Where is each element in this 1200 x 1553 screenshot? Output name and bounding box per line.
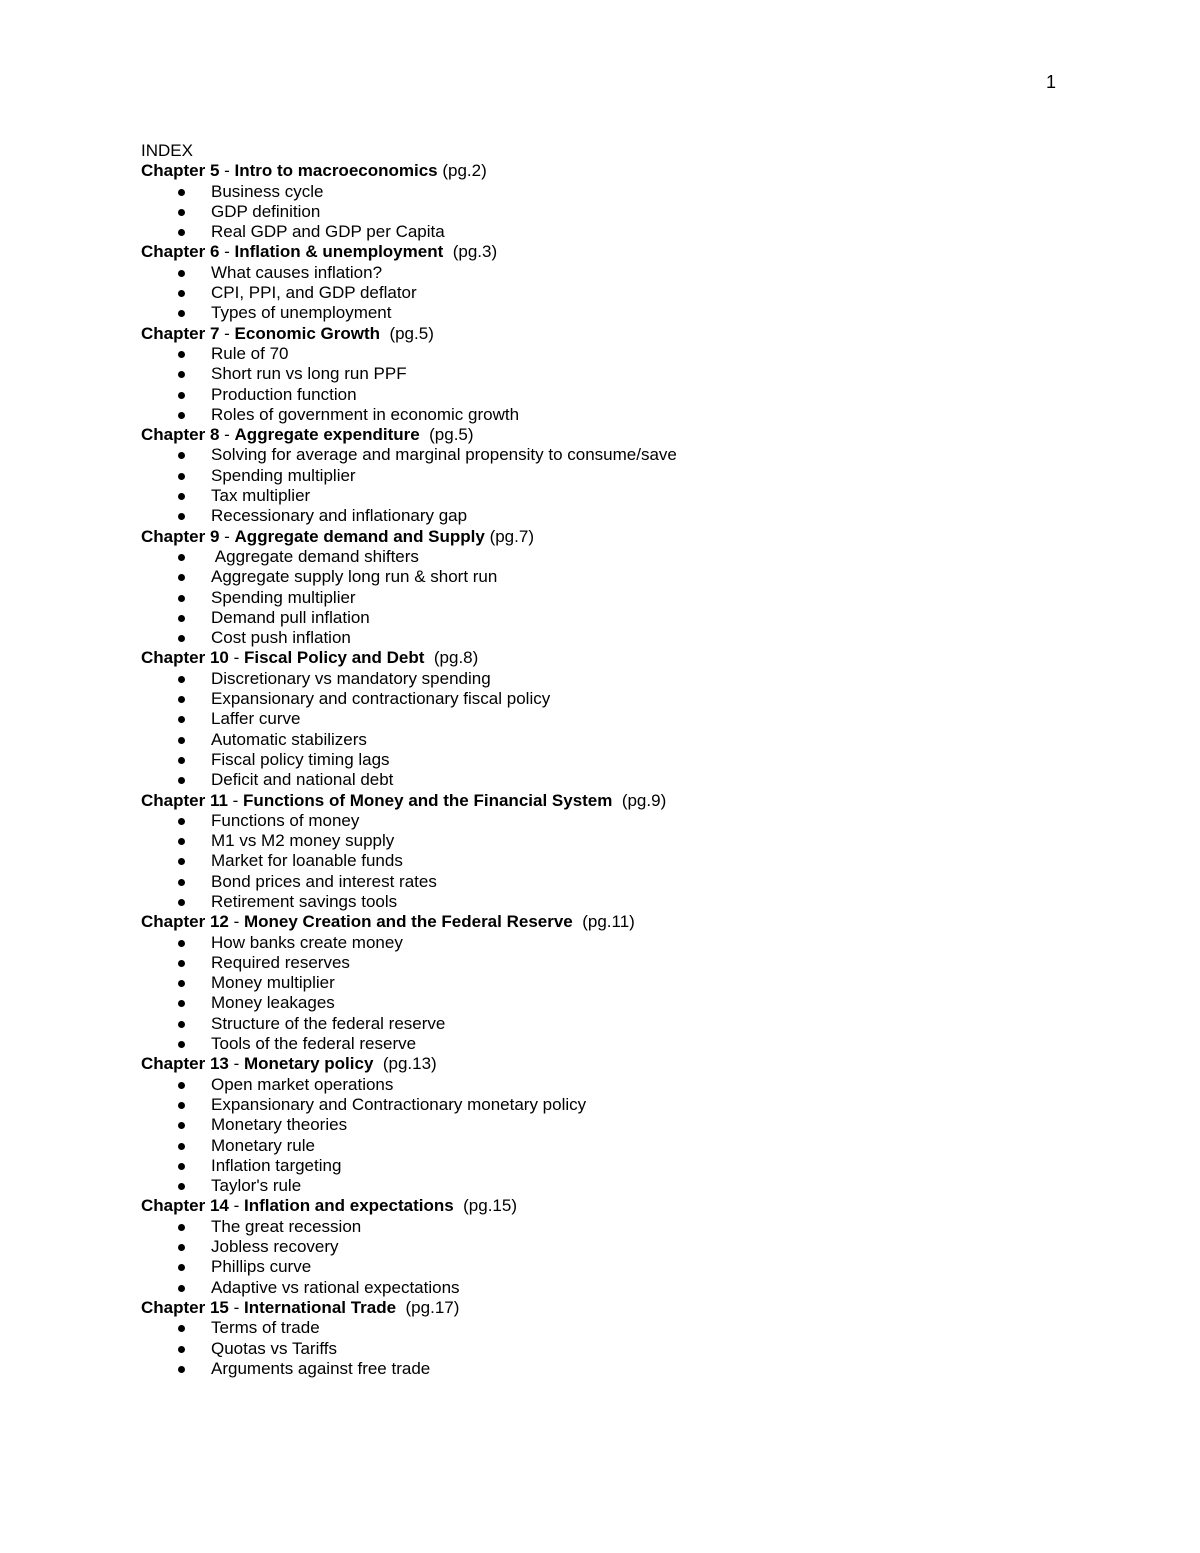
chapter-heading [141, 527, 1141, 547]
topic-text: Monetary theories [211, 1115, 348, 1135]
bullet-icon [178, 757, 185, 764]
bullet-icon [178, 676, 185, 683]
topic-text: Automatic stabilizers [211, 729, 367, 749]
chapter-page-ref: (pg.17) [396, 1297, 460, 1317]
topic-item [141, 1034, 1141, 1054]
bullet-icon [178, 879, 185, 886]
chapter-heading [141, 1196, 1141, 1216]
topic-item [141, 344, 1141, 364]
topic-item [141, 872, 1141, 892]
topic-list [141, 1075, 1141, 1197]
topic-text: Structure of the federal reserve [211, 1013, 446, 1033]
topic-text: Real GDP and GDP per Capita [211, 222, 445, 242]
chapter-title: Functions of Money and the Financial System [243, 790, 613, 810]
chapter-heading [141, 791, 1141, 811]
chapter-entry [141, 1298, 1141, 1379]
topic-list [141, 344, 1141, 425]
topic-item [141, 1115, 1141, 1135]
chapter-separator: - [228, 912, 244, 932]
topic-text: Aggregate supply long run & short run [211, 567, 498, 587]
chapter-entry [141, 912, 1141, 1054]
bullet-icon [178, 1183, 185, 1190]
bullet-icon [178, 452, 185, 459]
bullet-icon [178, 189, 185, 196]
bullet-icon [178, 1285, 185, 1292]
bullet-icon [178, 940, 185, 947]
chapter-number: Chapter 5 [141, 161, 220, 181]
topic-text: CPI, PPI, and GDP deflator [211, 283, 417, 303]
chapter-number: Chapter 9 [141, 526, 220, 546]
topic-item [141, 588, 1141, 608]
topic-list [141, 445, 1141, 526]
topic-item [141, 1359, 1141, 1379]
chapter-number: Chapter 15 [141, 1297, 229, 1317]
chapter-number: Chapter 11 [141, 790, 228, 810]
chapter-separator: - [219, 242, 235, 262]
topic-item [141, 993, 1141, 1013]
topic-text: Spending multiplier [211, 587, 356, 607]
chapter-entry [141, 1054, 1141, 1196]
bullet-icon [178, 554, 185, 561]
bullet-icon [178, 615, 185, 622]
bullet-icon [178, 595, 185, 602]
topic-text: Functions of money [211, 810, 360, 830]
chapter-title: Intro to macroeconomics [234, 161, 438, 181]
topic-item [141, 933, 1141, 953]
chapter-separator: - [219, 161, 235, 181]
topic-text: Short run vs long run PPF [211, 364, 407, 384]
topic-text: Market for loanable funds [211, 851, 403, 871]
chapter-entry [141, 242, 1141, 323]
topic-item [141, 709, 1141, 729]
topic-text: Tax multiplier [211, 486, 311, 506]
bullet-icon [178, 696, 185, 703]
topic-item [141, 263, 1141, 283]
topic-item [141, 567, 1141, 587]
chapter-separator: - [228, 648, 244, 668]
chapter-separator: - [228, 1297, 244, 1317]
topic-item [141, 1257, 1141, 1277]
topic-item [141, 1237, 1141, 1257]
bullet-icon [178, 858, 185, 865]
chapter-entry [141, 425, 1141, 526]
chapter-number: Chapter 14 [141, 1196, 229, 1216]
topic-item [141, 303, 1141, 323]
topic-list [141, 547, 1141, 648]
topic-text: Laffer curve [211, 709, 301, 729]
bullet-icon [178, 493, 185, 500]
topic-text: Inflation targeting [211, 1155, 342, 1175]
chapter-number: Chapter 6 [141, 242, 220, 262]
topic-text: Demand pull inflation [211, 607, 370, 627]
bullet-icon [178, 1264, 185, 1271]
chapter-title: Inflation and expectations [243, 1196, 454, 1216]
bullet-icon [178, 777, 185, 784]
chapter-heading [141, 425, 1141, 445]
chapter-heading [141, 1054, 1141, 1074]
topic-text: How banks create money [211, 932, 403, 952]
topic-item [141, 506, 1141, 526]
topic-item [141, 892, 1141, 912]
topic-list [141, 811, 1141, 912]
bullet-icon [178, 1000, 185, 1007]
topic-text: Expansionary and contractionary fiscal policy [211, 689, 551, 709]
topic-item [141, 1014, 1141, 1034]
bullet-icon [178, 1366, 185, 1373]
topic-text: Jobless recovery [211, 1237, 339, 1257]
bullet-icon [178, 1224, 185, 1231]
chapter-separator: - [219, 526, 235, 546]
chapter-heading [141, 242, 1141, 262]
topic-text: Types of unemployment [211, 303, 392, 323]
chapter-entry [141, 791, 1141, 913]
topic-text: Money multiplier [211, 973, 335, 993]
topic-list [141, 263, 1141, 324]
topic-item [141, 1339, 1141, 1359]
topic-text: Rule of 70 [211, 343, 289, 363]
chapter-separator: - [227, 790, 244, 810]
topic-text: Discretionary vs mandatory spending [211, 668, 491, 688]
topic-text: Tools of the federal reserve [211, 1034, 417, 1054]
index-title: INDEX [141, 141, 193, 160]
chapter-number: Chapter 7 [141, 323, 220, 343]
chapter-page-ref: (pg.15) [453, 1196, 517, 1216]
topic-text: Spending multiplier [211, 465, 356, 485]
topic-text: The great recession [211, 1216, 362, 1236]
topic-text: Fiscal policy timing lags [211, 749, 390, 769]
bullet-icon [178, 1325, 185, 1332]
topic-item [141, 953, 1141, 973]
bullet-icon [178, 351, 185, 358]
topic-item [141, 851, 1141, 871]
chapter-title: Inflation & unemployment [234, 242, 444, 262]
topic-text: Retirement savings tools [211, 891, 398, 911]
topic-item [141, 811, 1141, 831]
chapter-entry [141, 161, 1141, 242]
chapter-separator: - [228, 1054, 244, 1074]
bullet-icon [178, 574, 185, 581]
chapter-number: Chapter 8 [141, 425, 220, 445]
topic-item [141, 628, 1141, 648]
topic-text: Roles of government in economic growth [211, 404, 520, 424]
topic-text: What causes inflation? [211, 262, 383, 282]
topic-text: Production function [211, 384, 357, 404]
bullet-icon [178, 716, 185, 723]
bullet-icon [178, 392, 185, 399]
topic-item [141, 486, 1141, 506]
chapter-heading [141, 912, 1141, 932]
chapter-entry [141, 324, 1141, 425]
bullet-icon [178, 1244, 185, 1251]
bullet-icon [178, 1346, 185, 1353]
bullet-icon [178, 818, 185, 825]
topic-list [141, 669, 1141, 791]
topic-item [141, 547, 1141, 567]
topic-text: Phillips curve [211, 1257, 312, 1277]
chapter-page-ref: (pg.5) [380, 323, 434, 343]
topic-item [141, 1136, 1141, 1156]
topic-text: Terms of trade [211, 1318, 320, 1338]
topic-item [141, 202, 1141, 222]
chapter-page-ref: (pg.13) [373, 1054, 437, 1074]
chapter-page-ref: (pg.7) [484, 526, 534, 546]
chapter-heading [141, 648, 1141, 668]
topic-item [141, 770, 1141, 790]
bullet-icon [178, 960, 185, 967]
topic-item [141, 182, 1141, 202]
chapter-entry [141, 648, 1141, 790]
topic-item [141, 1156, 1141, 1176]
topic-item [141, 689, 1141, 709]
bullet-icon [178, 899, 185, 906]
topic-item [141, 222, 1141, 242]
topic-item [141, 364, 1141, 384]
topic-item [141, 750, 1141, 770]
bullet-icon [178, 473, 185, 480]
chapter-page-ref: (pg.5) [419, 425, 474, 445]
topic-text: Monetary rule [211, 1135, 315, 1155]
topic-text: Expansionary and Contractionary monetary policy [211, 1094, 587, 1114]
chapter-title: Aggregate expenditure [234, 425, 420, 445]
topic-item [141, 283, 1141, 303]
chapter-number: Chapter 12 [141, 912, 229, 932]
chapter-list [141, 161, 1141, 1379]
topic-text: Deficit and national debt [211, 770, 394, 790]
topic-text: Adaptive vs rational expectations [211, 1277, 460, 1297]
chapter-entry [141, 1196, 1141, 1297]
topic-text: Taylor's rule [211, 1176, 302, 1196]
chapter-heading [141, 1298, 1141, 1318]
chapter-title: International Trade [243, 1297, 397, 1317]
topic-item [141, 385, 1141, 405]
topic-item [141, 1217, 1141, 1237]
topic-text: Money leakages [211, 993, 335, 1013]
bullet-icon [178, 1163, 185, 1170]
bullet-icon [178, 209, 185, 216]
topic-item [141, 445, 1141, 465]
chapter-separator: - [219, 425, 235, 445]
topic-item [141, 669, 1141, 689]
topic-item [141, 1075, 1141, 1095]
topic-text: M1 vs M2 money supply [211, 831, 395, 851]
chapter-number: Chapter 10 [141, 648, 229, 668]
chapter-number: Chapter 13 [141, 1054, 229, 1074]
topic-item [141, 608, 1141, 628]
chapter-title: Aggregate demand and Supply [234, 526, 485, 546]
chapter-page-ref: (pg.8) [424, 648, 479, 668]
bullet-icon [178, 1122, 185, 1129]
chapter-title: Fiscal Policy and Debt [243, 648, 425, 668]
page-number: 1 [1046, 72, 1057, 92]
topic-text: GDP definition [211, 201, 321, 221]
bullet-icon [178, 737, 185, 744]
bullet-icon [178, 1021, 185, 1028]
topic-item [141, 730, 1141, 750]
topic-text: Recessionary and inflationary gap [211, 506, 468, 526]
bullet-icon [178, 290, 185, 297]
topic-item [141, 1278, 1141, 1298]
topic-text: Quotas vs Tariffs [211, 1338, 337, 1358]
chapter-title: Economic Growth [234, 323, 380, 343]
bullet-icon [178, 310, 185, 317]
bullet-icon [178, 1143, 185, 1150]
topic-text: Bond prices and interest rates [211, 871, 437, 891]
chapter-heading [141, 324, 1141, 344]
chapter-entry [141, 527, 1141, 649]
topic-list [141, 1217, 1141, 1298]
chapter-separator: - [228, 1196, 244, 1216]
bullet-icon [178, 1082, 185, 1089]
topic-item [141, 1095, 1141, 1115]
bullet-icon [178, 635, 185, 642]
topic-item [141, 831, 1141, 851]
topic-item [141, 1318, 1141, 1338]
topic-text: Cost push inflation [211, 628, 351, 648]
bullet-icon [178, 838, 185, 845]
bullet-icon [178, 229, 185, 236]
topic-item [141, 405, 1141, 425]
chapter-separator: - [219, 323, 235, 343]
topic-text: Open market operations [211, 1074, 394, 1094]
topic-item [141, 1176, 1141, 1196]
topic-list [141, 182, 1141, 243]
topic-text: Business cycle [211, 181, 324, 201]
bullet-icon [178, 270, 185, 277]
topic-list [141, 933, 1141, 1055]
chapter-heading [141, 161, 1141, 181]
chapter-page-ref: (pg.2) [437, 161, 487, 181]
bullet-icon [178, 980, 185, 987]
chapter-page-ref: (pg.9) [612, 790, 667, 810]
chapter-page-ref: (pg.11) [572, 912, 635, 932]
topic-list [141, 1318, 1141, 1379]
bullet-icon [178, 371, 185, 378]
topic-text: Aggregate demand shifters [211, 546, 419, 566]
topic-item [141, 466, 1141, 486]
chapter-title: Monetary policy [243, 1054, 374, 1074]
index-block [141, 141, 1141, 1379]
chapter-page-ref: (pg.3) [443, 242, 498, 262]
topic-text: Solving for average and marginal propensity to consume/save [211, 445, 677, 465]
bullet-icon [178, 1041, 185, 1048]
topic-item [141, 973, 1141, 993]
chapter-title: Money Creation and the Federal Reserve [243, 912, 573, 932]
topic-text: Required reserves [211, 952, 350, 972]
bullet-icon [178, 1102, 185, 1109]
bullet-icon [178, 513, 185, 520]
topic-text: Arguments against free trade [211, 1358, 431, 1378]
bullet-icon [178, 412, 185, 419]
